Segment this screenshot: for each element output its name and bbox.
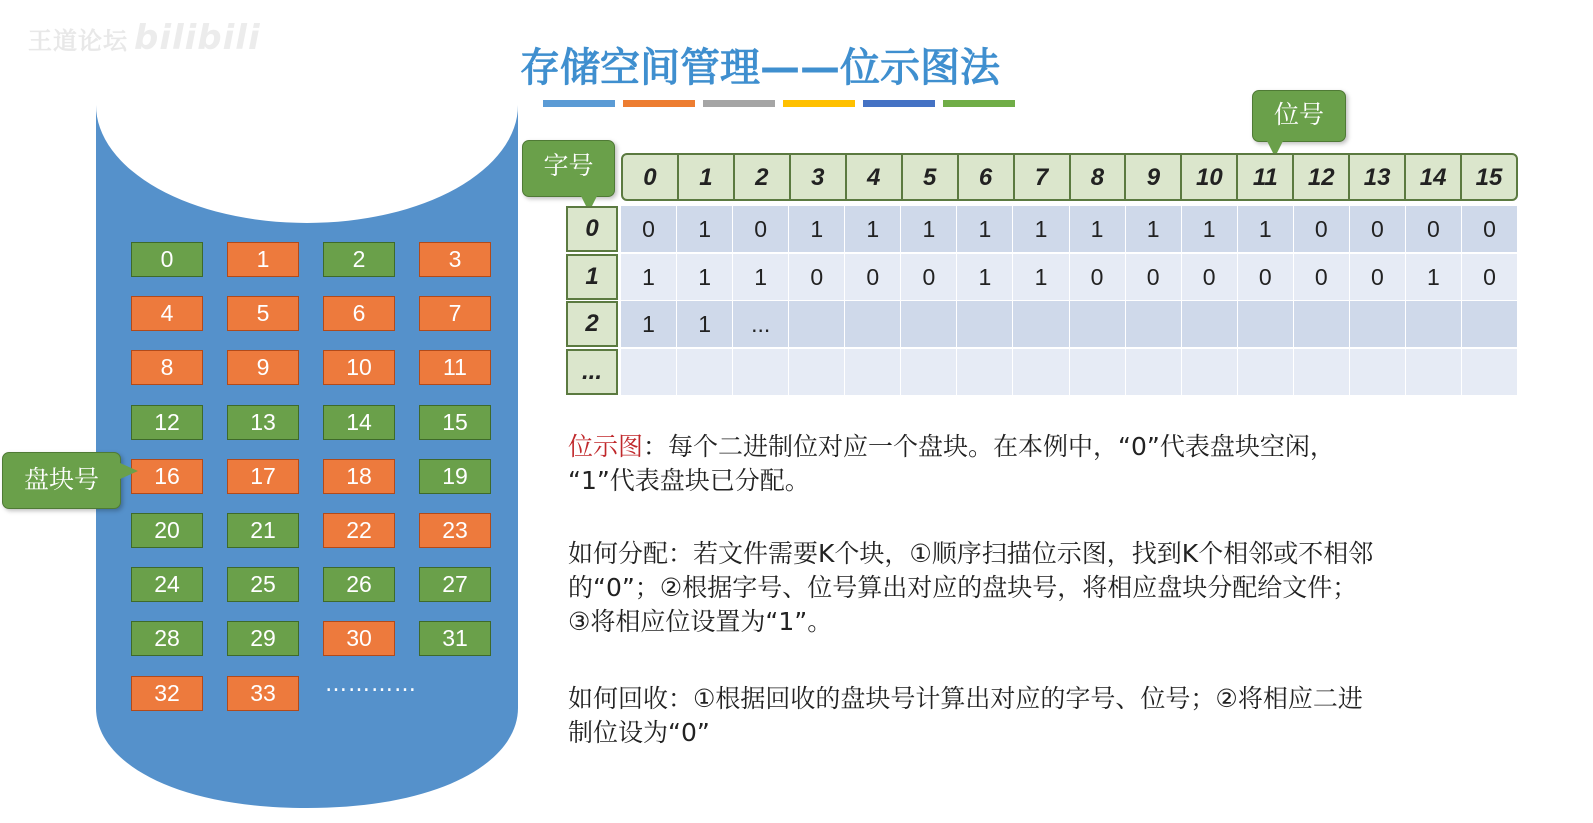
bit-cell: 1 bbox=[677, 254, 733, 300]
bit-cell bbox=[1013, 301, 1069, 347]
bit-cell: 0 bbox=[1350, 254, 1406, 300]
bit-cell: 0 bbox=[1350, 206, 1406, 252]
title-bar-5 bbox=[943, 100, 1015, 107]
bit-cell bbox=[1013, 349, 1069, 395]
page-title: 存储空间管理——位示图法 bbox=[520, 45, 1000, 91]
bit-cell: 0 bbox=[845, 254, 901, 300]
bit-cell bbox=[845, 301, 901, 347]
bit-header-7: 7 bbox=[1015, 155, 1071, 199]
disk-block-26: 26 bbox=[323, 567, 395, 602]
allocation-description bbox=[568, 537, 1528, 639]
bit-cell: 1 bbox=[901, 206, 957, 252]
disk-block-9: 9 bbox=[227, 350, 299, 385]
bit-cell bbox=[1126, 349, 1182, 395]
disk-block-29: 29 bbox=[227, 621, 299, 656]
disk-block-25: 25 bbox=[227, 567, 299, 602]
word-label-0: 0 bbox=[566, 206, 618, 252]
disk-block-21: 21 bbox=[227, 513, 299, 548]
title-bar-0 bbox=[543, 100, 615, 107]
bit-cell: 1 bbox=[1406, 254, 1462, 300]
disk-block-20: 20 bbox=[131, 513, 203, 548]
bit-cell: 0 bbox=[1070, 254, 1126, 300]
disk-block-10: 10 bbox=[323, 350, 395, 385]
bitmap-row bbox=[621, 349, 1518, 395]
disk-block-0: 0 bbox=[131, 242, 203, 277]
bit-header-3: 3 bbox=[791, 155, 847, 199]
bit-cell: 0 bbox=[1182, 254, 1238, 300]
disk-block-23: 23 bbox=[419, 513, 491, 548]
allocation-line1: 如何分配：若文件需要K个块，①顺序扫描位示图，找到K个相邻或不相邻 bbox=[568, 539, 1374, 568]
bit-cell: 1 bbox=[677, 301, 733, 347]
bit-cell: 1 bbox=[1126, 206, 1182, 252]
disk-block-13: 13 bbox=[227, 405, 299, 440]
bit-cell bbox=[1182, 301, 1238, 347]
bit-cell bbox=[733, 349, 789, 395]
bit-cell bbox=[1294, 301, 1350, 347]
disk-block-12: 12 bbox=[131, 405, 203, 440]
bit-number-callout-label: 位号 bbox=[1273, 100, 1324, 129]
disk-block-31: 31 bbox=[419, 621, 491, 656]
disk-block-15: 15 bbox=[419, 405, 491, 440]
disk-block-28: 28 bbox=[131, 621, 203, 656]
disk-block-2: 2 bbox=[323, 242, 395, 277]
bit-cell: 1 bbox=[733, 254, 789, 300]
bitmap-definition bbox=[568, 430, 1528, 498]
word-label-1: 1 bbox=[566, 254, 618, 300]
bit-header-12: 12 bbox=[1294, 155, 1350, 199]
disk-block-14: 14 bbox=[323, 405, 395, 440]
bit-cell bbox=[1350, 349, 1406, 395]
block-number-callout bbox=[2, 452, 121, 509]
bit-number-callout bbox=[1252, 90, 1346, 142]
disk-block-32: 32 bbox=[131, 676, 203, 711]
bit-cell bbox=[957, 349, 1013, 395]
bit-header-9: 9 bbox=[1126, 155, 1182, 199]
bit-cell bbox=[621, 349, 677, 395]
bitmap-definition-line2: “1”代表盘块已分配。 bbox=[568, 466, 810, 495]
disk-block-18: 18 bbox=[323, 459, 395, 494]
word-number-callout bbox=[522, 140, 615, 197]
bit-header-11: 11 bbox=[1238, 155, 1294, 199]
reclaim-line1: 如何回收：①根据回收的盘块号计算出对应的字号、位号；②将相应二进 bbox=[568, 684, 1363, 713]
bit-header-2: 2 bbox=[735, 155, 791, 199]
word-label-2: 2 bbox=[566, 301, 618, 347]
disk-block-19: 19 bbox=[419, 459, 491, 494]
bit-cell: 1 bbox=[677, 206, 733, 252]
bitmap-row bbox=[621, 301, 1518, 347]
bit-cell: 1 bbox=[1182, 206, 1238, 252]
disk-block-30: 30 bbox=[323, 621, 395, 656]
bit-cell: 0 bbox=[789, 254, 845, 300]
title-color-bars bbox=[543, 100, 1015, 107]
disk-block-27: 27 bbox=[419, 567, 491, 602]
bit-header-14: 14 bbox=[1406, 155, 1462, 199]
disk-block-5: 5 bbox=[227, 296, 299, 331]
bit-header-15: 15 bbox=[1475, 164, 1503, 191]
bit-cell bbox=[1238, 301, 1294, 347]
disk-block-7: 7 bbox=[419, 296, 491, 331]
bit-header-6: 6 bbox=[959, 155, 1015, 199]
bit-cell: 0 bbox=[733, 206, 789, 252]
bit-cell: 1 bbox=[789, 206, 845, 252]
bilibili-logo: bilibili bbox=[134, 18, 261, 58]
allocation-line2: 的“0”；②根据字号、位号算出对应的盘块号，将相应盘块分配给文件； bbox=[568, 573, 1358, 602]
bitmap-row bbox=[621, 254, 1518, 300]
disk-block-8: 8 bbox=[131, 350, 203, 385]
bit-cell: 1 bbox=[621, 254, 677, 300]
bit-cell bbox=[677, 349, 733, 395]
bit-cell: 1 bbox=[1238, 206, 1294, 252]
disk-block-1: 1 bbox=[227, 242, 299, 277]
bit-cell bbox=[901, 349, 957, 395]
bit-header-13: 13 bbox=[1350, 155, 1406, 199]
bit-cell: 0 bbox=[1406, 206, 1462, 252]
title-bar-4 bbox=[863, 100, 935, 107]
bit-cell: 0 bbox=[901, 254, 957, 300]
disk-block-17: 17 bbox=[227, 459, 299, 494]
watermark-text: 王道论坛 bbox=[28, 27, 128, 55]
disk-block-4: 4 bbox=[131, 296, 203, 331]
bit-cell: 1 bbox=[621, 301, 677, 347]
disk-block-11: 11 bbox=[419, 350, 491, 385]
bitmap-definition-line1: ：每个二进制位对应一个盘块。在本例中，“0”代表盘块空闲， bbox=[643, 432, 1335, 461]
bit-cell bbox=[1406, 349, 1462, 395]
reclaim-description bbox=[568, 682, 1528, 750]
bit-cell bbox=[1462, 349, 1518, 395]
disk-block-33: 33 bbox=[227, 676, 299, 711]
bit-cell: 0 bbox=[621, 206, 677, 252]
bit-cell: 0 bbox=[1238, 254, 1294, 300]
bit-cell: 0 bbox=[1126, 254, 1182, 300]
bit-cell: 0 bbox=[1294, 254, 1350, 300]
bit-header-0: 0 bbox=[623, 155, 679, 199]
bit-cell: 1 bbox=[1070, 206, 1126, 252]
bit-header-4: 4 bbox=[847, 155, 903, 199]
bit-cell: 1 bbox=[957, 254, 1013, 300]
bit-cell bbox=[1126, 301, 1182, 347]
bit-cell bbox=[789, 301, 845, 347]
block-number-callout-label: 盘块号 bbox=[23, 465, 99, 494]
bit-cell bbox=[957, 301, 1013, 347]
bit-cell bbox=[1182, 349, 1238, 395]
bit-cell: 1 bbox=[957, 206, 1013, 252]
bit-header-10: 10 bbox=[1182, 155, 1238, 199]
bit-cell bbox=[789, 349, 845, 395]
title-bar-1 bbox=[623, 100, 695, 107]
word-number-callout-label: 字号 bbox=[543, 151, 594, 180]
bit-cell: 1 bbox=[1013, 254, 1069, 300]
bit-cell bbox=[901, 301, 957, 347]
word-label-3: ... bbox=[566, 349, 618, 395]
bit-cell bbox=[1350, 301, 1406, 347]
bit-cell: 0 bbox=[1294, 206, 1350, 252]
bit-header-5: 5 bbox=[903, 155, 959, 199]
bit-cell bbox=[845, 349, 901, 395]
title-bar-3 bbox=[783, 100, 855, 107]
bit-cell bbox=[1462, 301, 1518, 347]
bit-cell: 1 bbox=[845, 206, 901, 252]
bitmap-row bbox=[621, 206, 1518, 252]
bit-header-1: 1 bbox=[679, 155, 735, 199]
bit-cell: 0 bbox=[1462, 206, 1518, 252]
bit-cell: ... bbox=[733, 301, 789, 347]
bitmap-term: 位示图 bbox=[568, 432, 644, 461]
bit-cell bbox=[1070, 349, 1126, 395]
bit-cell bbox=[1406, 301, 1462, 347]
reclaim-line2: 制位设为“0” bbox=[568, 718, 710, 747]
disk-block-6: 6 bbox=[323, 296, 395, 331]
blocks-ellipsis: ………… bbox=[325, 672, 417, 697]
disk-block-3: 3 bbox=[419, 242, 491, 277]
bit-header-8: 8 bbox=[1071, 155, 1127, 199]
bit-cell: 1 bbox=[1013, 206, 1069, 252]
disk-block-24: 24 bbox=[131, 567, 203, 602]
disk-block-16: 16 bbox=[131, 459, 203, 494]
bit-cell bbox=[1070, 301, 1126, 347]
bit-cell: 0 bbox=[1462, 254, 1518, 300]
bit-cell bbox=[1294, 349, 1350, 395]
allocation-line3: ③将相应位设置为“1”。 bbox=[568, 607, 833, 636]
bit-number-header bbox=[621, 153, 1518, 201]
title-bar-2 bbox=[703, 100, 775, 107]
disk-block-22: 22 bbox=[323, 513, 395, 548]
bit-cell bbox=[1238, 349, 1294, 395]
